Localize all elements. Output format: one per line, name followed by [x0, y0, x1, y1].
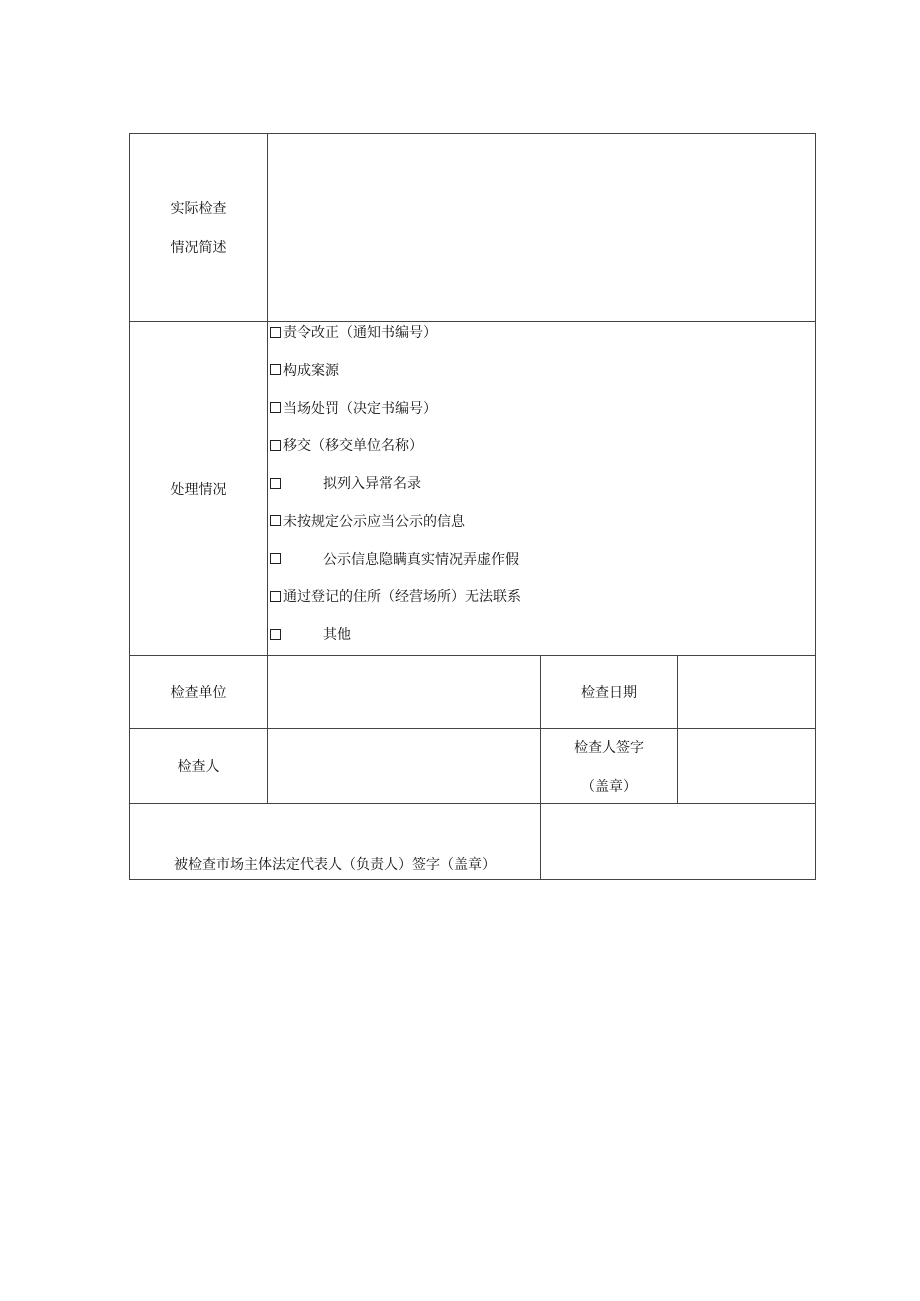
inspector-signature-label-cell — [541, 729, 678, 804]
inspector-signature-label-line1: 检查人签字 — [574, 739, 644, 756]
option-transfer[interactable] — [270, 436, 815, 454]
actual-inspection-field[interactable] — [268, 134, 816, 322]
subject-signature-row — [130, 804, 816, 880]
option-label: 责令改正（通知书编号） — [283, 325, 437, 341]
option-label: 当场处罚（决定书编号） — [283, 400, 437, 417]
subject-signature-label-cell — [130, 804, 541, 880]
inspection-unit-label-cell — [130, 656, 268, 729]
inspection-record-table — [129, 133, 816, 880]
inspection-unit-field[interactable] — [268, 656, 541, 729]
checkbox-icon[interactable] — [270, 327, 281, 338]
option-label: 通过登记的住所（经营场所）无法联系 — [283, 589, 521, 606]
inspection-date-label: 检查日期 — [581, 685, 637, 701]
handling-options-list — [268, 323, 815, 643]
inspection-date-label-cell — [541, 656, 678, 729]
subject-signature-label: 被检查市场主体法定代表人（负责人）签字（盖章） — [174, 857, 496, 873]
inspector-field[interactable] — [268, 729, 541, 804]
option-false-disclosure[interactable] — [270, 550, 815, 568]
checkbox-icon[interactable] — [270, 478, 281, 489]
option-label: 拟列入异常名录 — [323, 476, 421, 492]
option-label: 构成案源 — [283, 362, 339, 379]
handling-options-cell — [268, 322, 816, 656]
option-case-source[interactable] — [270, 361, 815, 379]
checkbox-icon[interactable] — [270, 629, 281, 640]
actual-inspection-label-line2: 情况简述 — [170, 240, 227, 256]
inspector-signature-label-line2: （盖章） — [581, 778, 637, 795]
checkbox-icon[interactable] — [270, 591, 281, 602]
subject-signature-field[interactable] — [541, 804, 816, 880]
checkbox-icon[interactable] — [270, 364, 281, 375]
option-not-disclosed[interactable] — [270, 512, 815, 530]
option-order-correction[interactable] — [270, 323, 815, 341]
handling-row — [130, 322, 816, 656]
handling-label-cell — [130, 322, 268, 656]
checkbox-icon[interactable] — [270, 553, 281, 564]
option-label: 移交（移交单位名称） — [283, 438, 423, 455]
inspector-label-cell — [130, 729, 268, 804]
actual-inspection-row — [130, 134, 816, 322]
option-on-site-penalty[interactable] — [270, 399, 815, 417]
checkbox-icon[interactable] — [270, 402, 281, 413]
inspector-row — [130, 729, 816, 804]
handling-label: 处理情况 — [170, 481, 227, 498]
inspection-unit-row — [130, 656, 816, 729]
option-unreachable-address[interactable] — [270, 587, 815, 605]
option-label: 公示信息隐瞒真实情况弄虚作假 — [323, 551, 519, 568]
checkbox-icon[interactable] — [270, 515, 281, 526]
inspector-label: 检查人 — [177, 759, 220, 775]
inspector-signature-field[interactable] — [678, 729, 816, 804]
option-label: 未按规定公示应当公示的信息 — [283, 513, 465, 530]
inspection-date-field[interactable] — [678, 656, 816, 729]
inspection-unit-label: 检查单位 — [170, 685, 227, 701]
checkbox-icon[interactable] — [270, 440, 281, 451]
option-abnormal-list[interactable] — [270, 474, 815, 492]
actual-inspection-label-cell — [130, 134, 268, 322]
actual-inspection-label-line1: 实际检查 — [170, 201, 227, 217]
option-other[interactable] — [270, 625, 815, 643]
option-label: 其他 — [323, 627, 351, 643]
